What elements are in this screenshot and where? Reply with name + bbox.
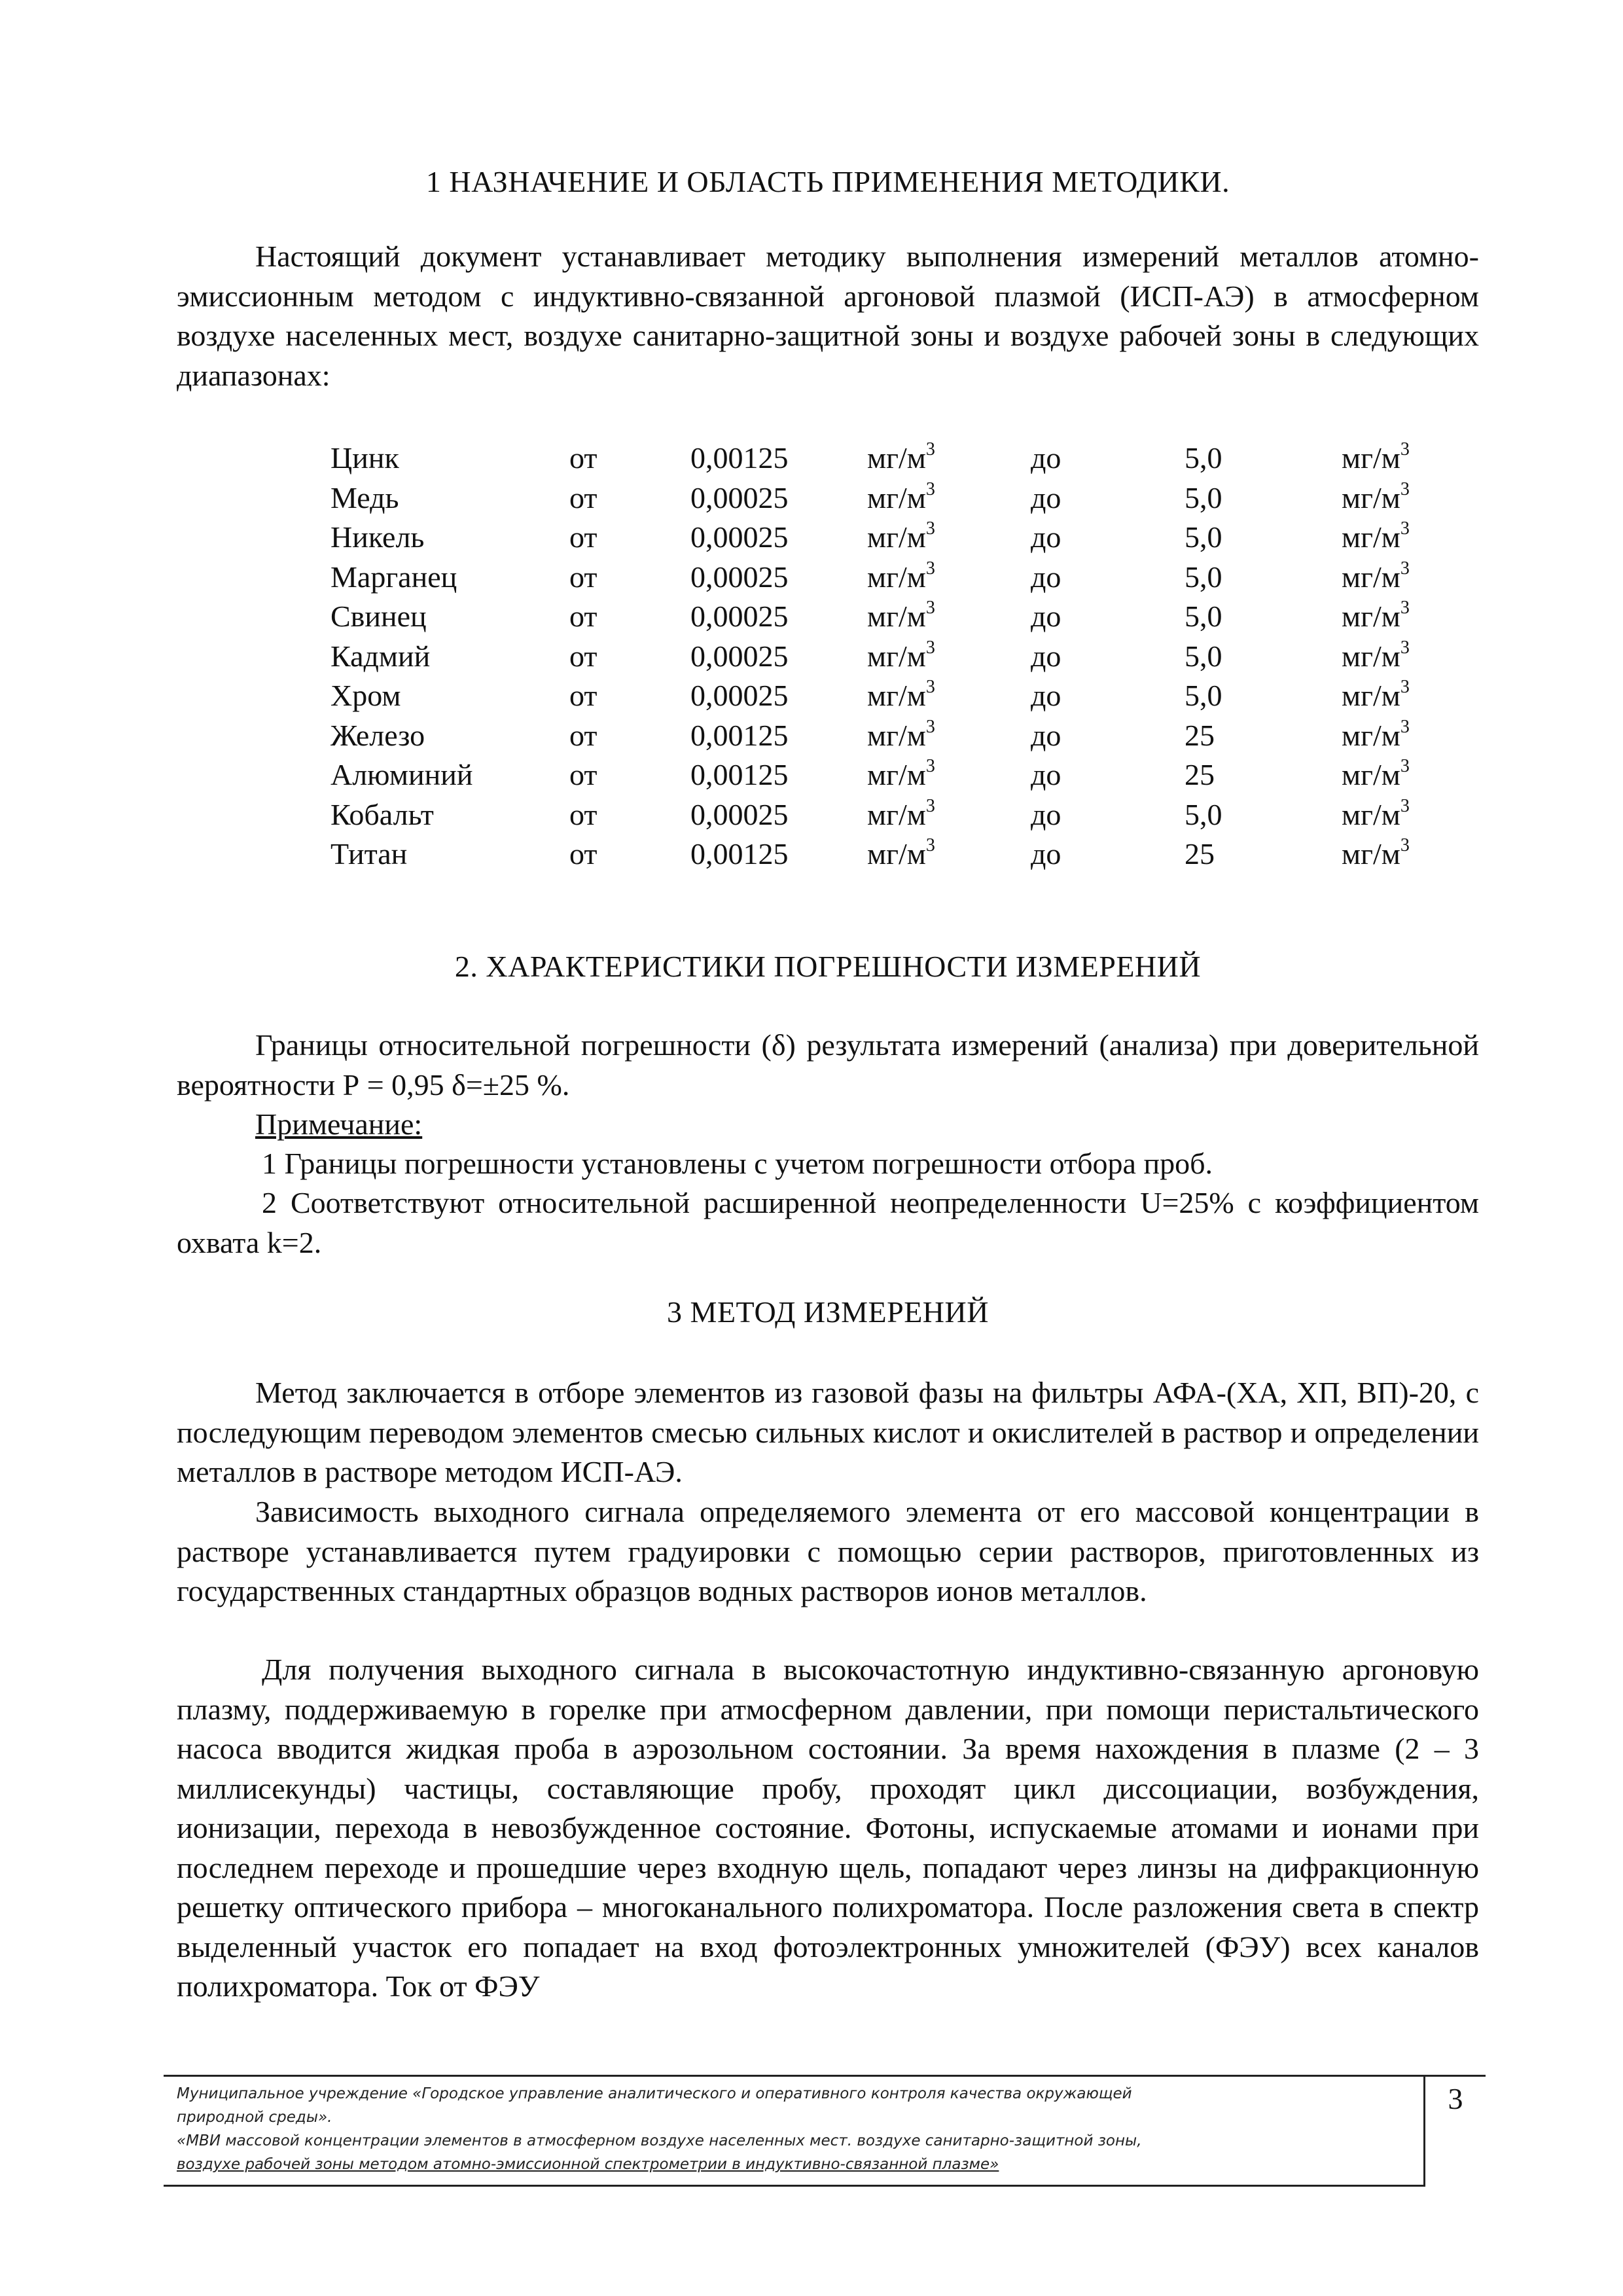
range-min-unit <box>867 439 1031 478</box>
range-max-unit <box>1342 755 1443 795</box>
range-max-unit <box>1342 834 1443 874</box>
unit-base: мг/м <box>1342 520 1400 554</box>
range-from-label: от <box>569 600 597 633</box>
range-min-value: 0,00025 <box>690 679 789 712</box>
element-name: Железо <box>330 718 425 752</box>
unit-superscript: 3 <box>1400 835 1410 855</box>
section3-heading: 3 МЕТОД ИЗМЕРЕНИЙ <box>667 1295 989 1329</box>
footer-line-4: воздухе рабочей зоны методом атомно-эмиссионной спектрометрии в индуктивно-связанной плазме» <box>177 2156 999 2173</box>
range-to-label: до <box>1031 837 1061 870</box>
range-from-label: от <box>569 718 597 752</box>
footer-bottom-rule <box>164 2185 1423 2187</box>
element-name: Кадмий <box>330 639 431 673</box>
range-max-unit <box>1342 637 1443 677</box>
element-name: Свинец <box>330 600 427 633</box>
range-min-unit <box>867 518 1031 558</box>
unit-base: мг/м <box>1342 480 1400 514</box>
unit-superscript: 3 <box>1400 716 1410 737</box>
unit-superscript: 3 <box>1400 558 1410 579</box>
unit-superscript: 3 <box>925 835 935 855</box>
range-max-value: 5,0 <box>1185 679 1222 712</box>
range-max-value: 25 <box>1185 837 1215 870</box>
range-max-unit <box>1342 795 1443 835</box>
range-max-value: 5,0 <box>1185 441 1222 475</box>
unit-superscript: 3 <box>1400 439 1410 459</box>
range-to-label: до <box>1031 758 1061 791</box>
range-from-label: от <box>569 520 597 554</box>
unit-superscript: 3 <box>1400 478 1410 499</box>
footer-text <box>177 2082 1400 2176</box>
range-max-value: 5,0 <box>1185 520 1222 554</box>
range-min-value: 0,00125 <box>690 441 789 475</box>
range-max-value: 5,0 <box>1185 797 1222 831</box>
note-item-1: 1 Границы погрешности установлены с учетом погрешности отбора проб. <box>262 1147 1213 1180</box>
unit-base: мг/м <box>1342 679 1400 712</box>
element-row <box>330 439 1443 478</box>
range-max-value: 25 <box>1185 718 1215 752</box>
range-min-value: 0,00025 <box>690 560 789 594</box>
range-to-label: до <box>1031 520 1061 554</box>
section3-paragraph-2: Зависимость выходного сигнала определяемого элемента от его массовой концентрации в растворе устанавливается путем градуировки с помощью серии растворов, приготовленных из государственных стандартных образцов водных растворов ионов металлов. <box>177 1495 1479 1607</box>
unit-base: мг/м <box>1342 758 1400 791</box>
element-row <box>330 676 1443 716</box>
range-from-label: от <box>569 441 597 475</box>
page-number: 3 <box>1448 2082 1463 2115</box>
range-min-unit <box>867 795 1031 835</box>
range-to-label: до <box>1031 639 1061 673</box>
range-to-label: до <box>1031 600 1061 633</box>
range-min-unit <box>867 558 1031 598</box>
element-row <box>330 637 1443 677</box>
element-row <box>330 558 1443 598</box>
unit-superscript: 3 <box>925 637 935 658</box>
element-name: Алюминий <box>330 758 473 791</box>
range-max-value: 25 <box>1185 758 1215 791</box>
unit-superscript: 3 <box>925 716 935 737</box>
unit-superscript: 3 <box>925 756 935 776</box>
range-min-unit <box>867 478 1031 518</box>
range-min-unit <box>867 597 1031 637</box>
unit-base: мг/м <box>867 639 926 673</box>
element-row <box>330 518 1443 558</box>
range-min-value: 0,00125 <box>690 718 789 752</box>
element-row <box>330 834 1443 874</box>
element-name: Хром <box>330 679 401 712</box>
range-min-value: 0,00125 <box>690 837 789 870</box>
unit-base: мг/м <box>867 480 926 514</box>
unit-base: мг/м <box>1342 441 1400 475</box>
page-footer <box>164 2075 1486 2187</box>
range-max-unit <box>1342 439 1443 478</box>
element-row <box>330 478 1443 518</box>
element-range-table <box>330 439 1443 874</box>
unit-superscript: 3 <box>1400 677 1410 697</box>
range-min-unit <box>867 716 1031 756</box>
range-min-unit <box>867 755 1031 795</box>
range-min-value: 0,00025 <box>690 520 789 554</box>
unit-base: мг/м <box>867 600 926 633</box>
footer-line-3: «МВИ массовой концентрации элементов в атмосферном воздухе населенных мест. воздухе санитарно-защитной зоны, <box>177 2132 1142 2149</box>
range-min-value: 0,00025 <box>690 639 789 673</box>
unit-superscript: 3 <box>1400 795 1410 816</box>
range-max-unit <box>1342 676 1443 716</box>
section1-heading: 1 НАЗНАЧЕНИЕ И ОБЛАСТЬ ПРИМЕНЕНИЯ МЕТОДИКИ. <box>425 165 1230 198</box>
range-from-label: от <box>569 758 597 791</box>
unit-base: мг/м <box>1342 718 1400 752</box>
element-name: Кобальт <box>330 797 434 831</box>
unit-superscript: 3 <box>925 518 935 539</box>
range-to-label: до <box>1031 797 1061 831</box>
range-from-label: от <box>569 480 597 514</box>
note-item-2: 2 Соответствуют относительной расширенной неопределенности U=25% с коэффициентом охвата k=2. <box>177 1186 1479 1259</box>
unit-base: мг/м <box>1342 600 1400 633</box>
section3-paragraph-1: Метод заключается в отборе элементов из газовой фазы на фильтры АФА-(ХА, ХП, ВП)-20, с последующим переводом элементов смесью сильных кислот и окислителей в раствор и определении металлов в растворе методом ИСП-АЭ. <box>177 1376 1479 1488</box>
unit-superscript: 3 <box>925 478 935 499</box>
unit-superscript: 3 <box>1400 518 1410 539</box>
range-min-unit <box>867 637 1031 677</box>
unit-base: мг/м <box>867 837 926 870</box>
unit-superscript: 3 <box>1400 637 1410 658</box>
range-to-label: до <box>1031 560 1061 594</box>
element-row <box>330 716 1443 756</box>
element-row <box>330 795 1443 835</box>
element-name: Титан <box>330 837 408 870</box>
range-min-value: 0,00025 <box>690 797 789 831</box>
element-name: Никель <box>330 520 425 554</box>
footer-line-2: природной среды». <box>177 2109 332 2126</box>
element-row <box>330 755 1443 795</box>
range-from-label: от <box>569 837 597 870</box>
unit-superscript: 3 <box>925 439 935 459</box>
unit-superscript: 3 <box>1400 598 1410 618</box>
range-min-value: 0,00025 <box>690 480 789 514</box>
range-max-unit <box>1342 716 1443 756</box>
section2-heading: 2. ХАРАКТЕРИСТИКИ ПОГРЕШНОСТИ ИЗМЕРЕНИЙ <box>454 950 1202 983</box>
range-from-label: от <box>569 560 597 594</box>
unit-base: мг/м <box>867 560 926 594</box>
unit-superscript: 3 <box>925 677 935 697</box>
unit-base: мг/м <box>1342 560 1400 594</box>
range-from-label: от <box>569 639 597 673</box>
range-max-unit <box>1342 518 1443 558</box>
footer-line-1: Муниципальное учреждение «Городское управление аналитического и оперативного контроля качества окружающей <box>177 2085 1132 2102</box>
range-min-unit <box>867 676 1031 716</box>
unit-superscript: 3 <box>925 558 935 579</box>
range-from-label: от <box>569 679 597 712</box>
unit-base: мг/м <box>1342 639 1400 673</box>
range-min-unit <box>867 834 1031 874</box>
unit-base: мг/м <box>867 758 926 791</box>
range-max-unit <box>1342 558 1443 598</box>
range-max-value: 5,0 <box>1185 480 1222 514</box>
unit-base: мг/м <box>1342 837 1400 870</box>
element-name: Медь <box>330 480 399 514</box>
section3-paragraph-3: Для получения выходного сигнала в высокочастотную индуктивно-связанную аргоновую плазму, поддерживаемую в горелке при атмосферном давлении, при помощи перистальтического насоса вводится жидкая проба в аэрозольном состоянии. За время нахождения в плазме (2 – 3 миллисекунды) частицы, составляющие пробу, проходят цикл диссоциации, возбуждения, ионизации, перехода в невозбужденное состояние. Фотоны, испускаемые атомами и ионами при последнем переходе и прошедшие через входную щель, попадают через линзы на дифракционную решетку оптического прибора – многоканального полихроматора. После разложения света в спектр выделенный участок его попадает на вход фотоэлектронных умножителей (ФЭУ) всех каналов полихроматора. Ток от ФЭУ <box>177 1653 1479 2003</box>
range-to-label: до <box>1031 679 1061 712</box>
range-to-label: до <box>1031 441 1061 475</box>
unit-superscript: 3 <box>1400 756 1410 776</box>
range-min-value: 0,00025 <box>690 600 789 633</box>
unit-base: мг/м <box>867 441 926 475</box>
unit-base: мг/м <box>867 679 926 712</box>
element-name: Марганец <box>330 560 457 594</box>
range-min-value: 0,00125 <box>690 758 789 791</box>
range-from-label: от <box>569 797 597 831</box>
range-to-label: до <box>1031 718 1061 752</box>
range-max-unit <box>1342 478 1443 518</box>
note-label: Примечание: <box>255 1107 423 1141</box>
unit-base: мг/м <box>867 797 926 831</box>
element-row <box>330 597 1443 637</box>
element-name: Цинк <box>330 441 399 475</box>
range-max-value: 5,0 <box>1185 639 1222 673</box>
range-max-value: 5,0 <box>1185 560 1222 594</box>
range-max-unit <box>1342 597 1443 637</box>
unit-base: мг/м <box>1342 797 1400 831</box>
unit-superscript: 3 <box>925 598 935 618</box>
unit-base: мг/м <box>867 718 926 752</box>
unit-base: мг/м <box>867 520 926 554</box>
range-max-value: 5,0 <box>1185 600 1222 633</box>
section2-text: Границы относительной погрешности (δ) результата измерений (анализа) при доверительной вероятности Р = 0,95 δ=±25 %. <box>177 1028 1479 1102</box>
section1-intro: Настоящий документ устанавливает методику выполнения измерений металлов атомно-эмиссионным методом с индуктивно-связанной аргоновой плазмой (ИСП-АЭ) в атмосферном воздухе населенных мест, воздухе санитарно-защитной зоны и воздухе рабочей зоны в следующих диапазонах: <box>177 240 1479 392</box>
range-to-label: до <box>1031 480 1061 514</box>
unit-superscript: 3 <box>925 795 935 816</box>
